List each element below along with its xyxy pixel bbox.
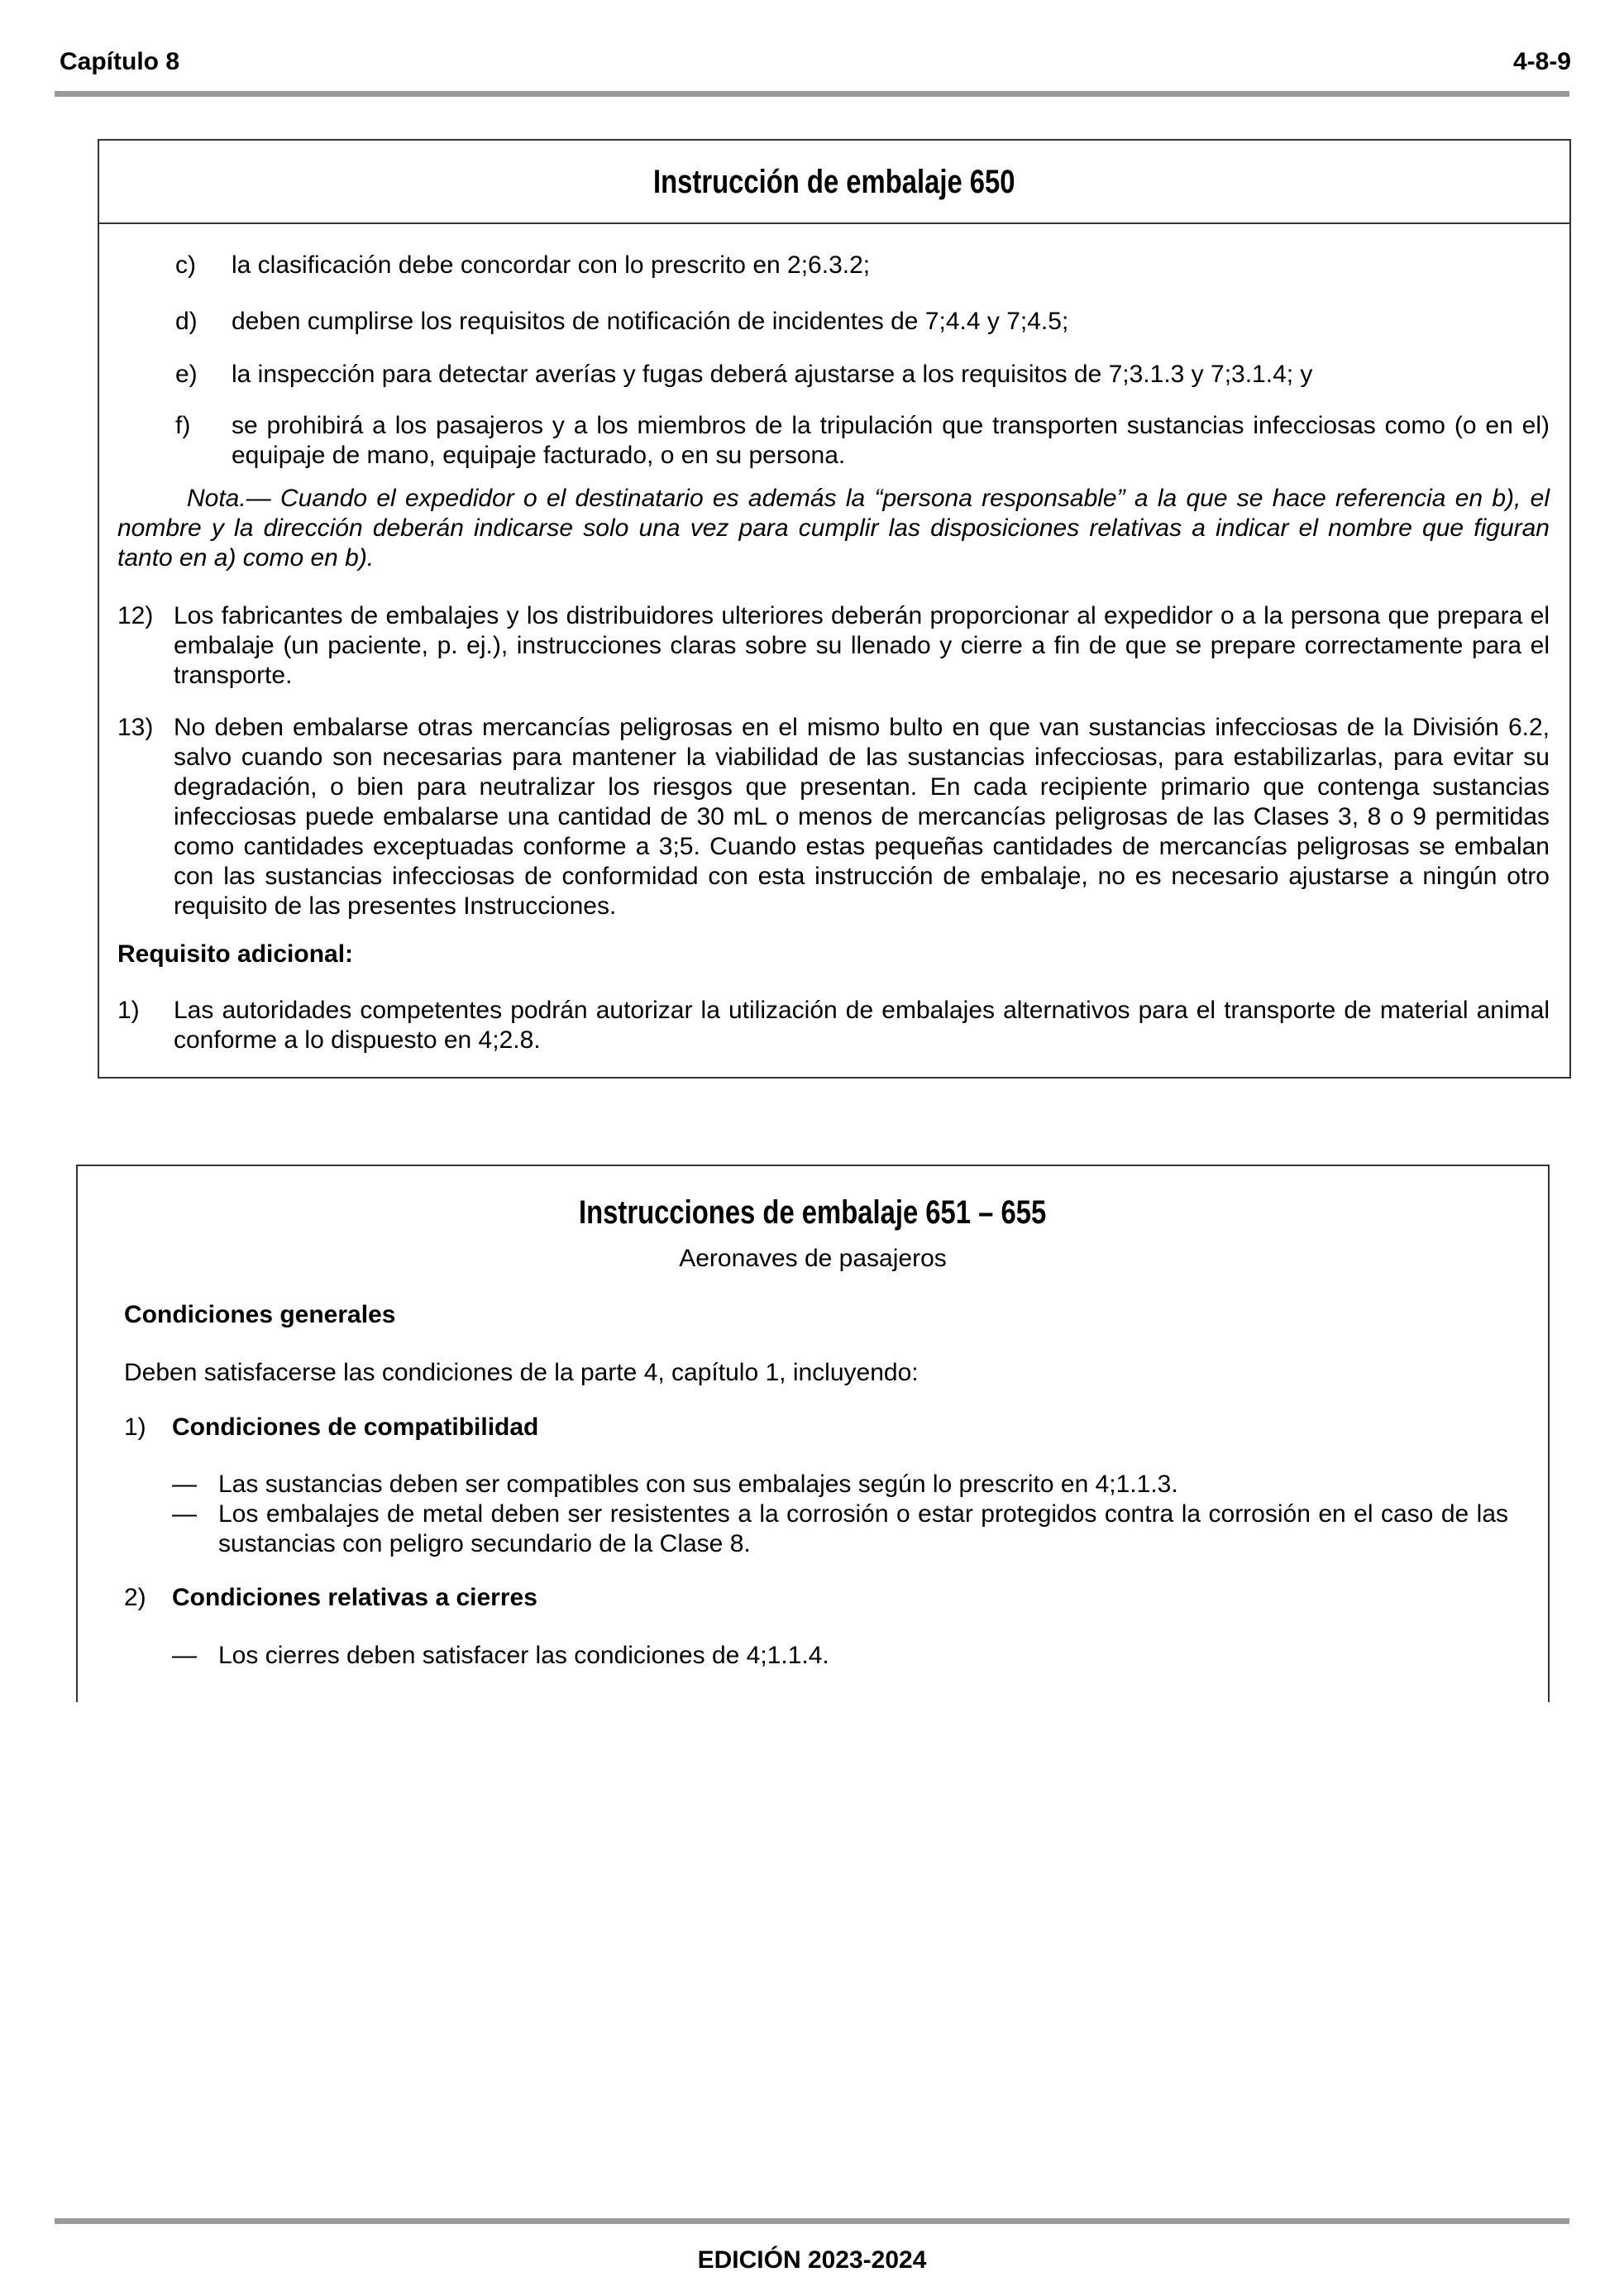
bullet-dash: — (172, 1642, 197, 1669)
item-d-label: d) (175, 308, 198, 335)
section-1-bullet-1: Las sustancias deben ser compatibles con sus embalajes según lo prescrito en 4;1.1.3. (218, 1471, 1178, 1498)
additional-1-text: Las autoridades competentes podrán autorizar la utilización de embalajes alternativos para el transporte de material animal conforme a lo dispuesto en 4;2.8. (174, 997, 1550, 1054)
additional-1-label: 1) (117, 997, 140, 1024)
item-e-label: e) (175, 361, 198, 388)
box2-subtitle: Aeronaves de pasajeros (679, 1245, 947, 1272)
item-12-text: Los fabricantes de embalajes y los distribuidores ulteriores deberán proporcionar al expedidor o a la persona que prepara el embalaje (un paciente, p. ej.), instrucciones claras sobre su llenado y cierre a fin de que se prepare correctamente para el transporte. (174, 602, 1550, 689)
header-rule (55, 91, 1569, 97)
item-c-label: c) (175, 251, 196, 279)
section-2-label: 2) (124, 1584, 146, 1611)
box1-title-row (99, 141, 1569, 224)
section-2-heading: Condiciones relativas a cierres (172, 1584, 537, 1611)
box2-title-wrap (76, 1196, 1550, 1234)
footer-rule (55, 2218, 1569, 2224)
box1-title: Instrucción de embalaje 650 (653, 163, 1015, 200)
item-13-text: No deben embalarse otras mercancías peligrosas en el mismo bulto en que van sustancias infecciosas de la División 6.2, salvo cuando son necesarias para mantener la viabilidad de las sustancias infecciosas, para estabilizarlas, para evitar su degradación, o bien para neutralizar los riesgos que presentan. En cada recipiente primario que contenga sustancias infecciosas puede embalarse una cantidad de 30 mL o menos de mercancías peligrosas de las Clases 3, 8 o 9 permitidas como cantidades exceptuadas conforme a 3;5. Cuando estas pequeñas cantidades de mercancías peligrosas se embalan con las sustancias infecciosas de conformidad con esta instrucción de embalaje, no es necesario ajustarse a ningún otro requisito de las presentes Instrucciones. (174, 714, 1550, 920)
item-f-text: se prohibirá a los pasajeros y a los miembros de la tripulación que transporten sustancias infecciosas como (o en el) equipaje de mano, equipaje facturado, o en su persona. (232, 412, 1550, 469)
bullet-dash: — (172, 1471, 197, 1498)
item-12-label: 12) (117, 602, 154, 629)
edition-label: EDICIÓN 2023-2024 (697, 2246, 927, 2274)
section-1-heading: Condiciones de compatibilidad (172, 1413, 539, 1441)
additional-requirement-heading: Requisito adicional: (117, 940, 354, 968)
section-2-bullet-1: Los cierres deben satisfacer las condiciones de 4;1.1.4. (218, 1642, 829, 1669)
note-paragraph: Nota.— Cuando el expedidor o el destinatario es además la “persona responsable” a la que se hace referencia en b), el nombre y la dirección deberán indicarse solo una vez para cumplir las disposiciones relativas a indicar el nombre que figuran tanto en a) como en b). (117, 485, 1550, 572)
section-1-label: 1) (124, 1413, 146, 1441)
box2-title: Instrucciones de embalaje 651 – 655 (579, 1194, 1047, 1231)
general-conditions-heading: Condiciones generales (124, 1301, 396, 1328)
item-13-label: 13) (117, 714, 154, 741)
item-e-text: la inspección para detectar averías y fugas deberá ajustarse a los requisitos de 7;3.1.3 y 7;3.1.4; y (232, 361, 1313, 388)
item-f-label: f) (175, 412, 191, 439)
item-d-text: deben cumplirse los requisitos de notificación de incidentes de 7;4.4 y 7;4.5; (232, 308, 1069, 335)
chapter-label: Capítulo 8 (60, 48, 180, 75)
item-c-text: la clasificación debe concordar con lo prescrito en 2;6.3.2; (232, 251, 871, 279)
page-number: 4-8-9 (1512, 48, 1571, 75)
section-1-bullet-2: Los embalajes de metal deben ser resistentes a la corrosión o estar protegidos contra la corrosión en el caso de las sustancias con peligro secundario de la Clase 8. (218, 1500, 1508, 1557)
general-conditions-intro: Deben satisfacerse las condiciones de la parte 4, capítulo 1, incluyendo: (124, 1359, 919, 1386)
bullet-dash: — (172, 1500, 197, 1528)
